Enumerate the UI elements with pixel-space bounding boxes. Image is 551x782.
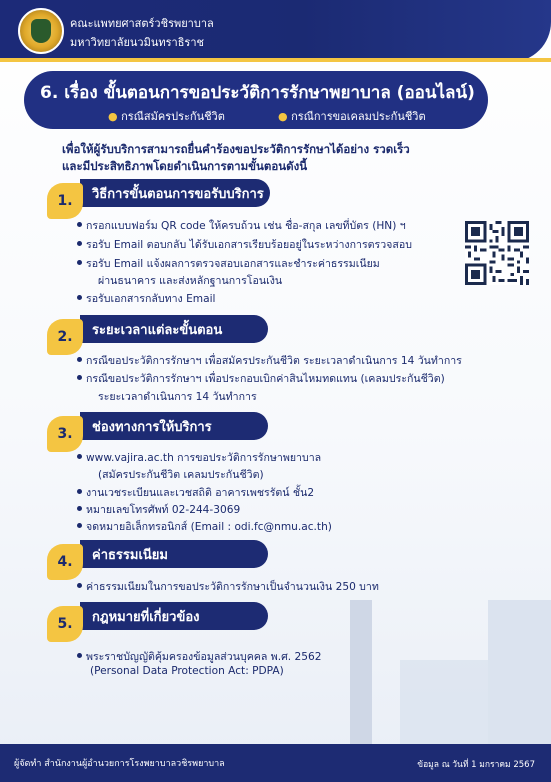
page-title bbox=[40, 79, 475, 106]
org-name-line2: มหาวิทยาลัยนวมินทราธิราช bbox=[70, 36, 204, 49]
list-item-continuation: (สมัครประกันชีวิต เคลมประกันชีวิต) bbox=[98, 469, 264, 481]
list-item: กรอกแบบฟอร์ม QR code ให้ครบถ้วน เช่น ชื่อ-สกุล เลขที่บัตร (HN) ฯ bbox=[86, 217, 406, 234]
background-statue bbox=[350, 600, 372, 744]
case-insurance-claim bbox=[278, 107, 426, 125]
bullet-icon: ● bbox=[108, 110, 122, 123]
section5-heading: กฎหมายที่เกี่ยวข้อง bbox=[80, 602, 268, 630]
section3-number-badge: 3. bbox=[47, 416, 83, 452]
title-number: 6. bbox=[40, 83, 59, 103]
section1-heading: วิธีการขั้นตอนการขอรับบริการ bbox=[80, 179, 270, 207]
list-item: จดหมายอิเล็กทรอนิกส์ (Email : odi.fc@nmu.ac.th) bbox=[86, 518, 332, 535]
header-accent-line bbox=[0, 58, 551, 62]
footer-author: ผู้จัดทำ สำนักงานผู้อำนวยการโรงพยาบาลวชิรพยาบาล bbox=[14, 759, 225, 769]
footer-bar bbox=[0, 744, 551, 782]
intro-line2: และมีประสิทธิภาพโดยดำเนินการตามขั้นตอนดังนี้ bbox=[62, 159, 308, 173]
list-item: รอรับเอกสารกลับทาง Email bbox=[86, 290, 215, 307]
background-building bbox=[488, 600, 551, 744]
title-band bbox=[24, 71, 488, 129]
title-text: เรื่อง ขั้นตอนการขอประวัติการรักษาพยาบาล (ออนไลน์) bbox=[64, 83, 475, 103]
list-item: กรณีขอประวัติการรักษาฯ เพื่อสมัครประกันชีวิต ระยะเวลาดำเนินการ 14 วันทำการ bbox=[86, 352, 462, 369]
list-item: www.vajira.ac.th การขอประวัติการรักษาพยาบาล bbox=[86, 449, 321, 466]
section4-heading: ค่าธรรมเนียม bbox=[80, 540, 268, 568]
list-item-continuation: (Personal Data Protection Act: PDPA) bbox=[90, 665, 284, 677]
section1-number-badge: 1. bbox=[47, 183, 83, 219]
section4-number-badge: 4. bbox=[47, 544, 83, 580]
intro-line1: เพื่อให้ผู้รับบริการสามารถยื่นคำร้องขอประวัติการรักษาได้อย่าง รวดเร็ว bbox=[62, 142, 410, 156]
case-insurance-apply bbox=[108, 107, 225, 125]
list-item: พระราชบัญญัติคุ้มครองข้อมูลส่วนบุคคล พ.ศ. 2562 bbox=[86, 648, 322, 665]
footer-date: ข้อมูล ณ วันที่ 1 มกราคม 2567 bbox=[417, 760, 535, 770]
list-item: รอรับ Email ตอบกลับ ได้รับเอกสารเรียบร้อยอยู่ในระหว่างการตรวจสอบ bbox=[86, 236, 412, 253]
list-item: ค่าธรรมเนียมในการขอประวัติการรักษาเป็นจำนวนเงิน 250 บาท bbox=[86, 578, 379, 595]
list-item: หมายเลขโทรศัพท์ 02-244-3069 bbox=[86, 501, 240, 518]
list-item: รอรับ Email แจ้งผลการตรวจสอบเอกสารและชำระค่าธรรมเนียม bbox=[86, 255, 380, 272]
background-building bbox=[400, 660, 490, 744]
list-item-continuation: ผ่านธนาคาร และส่งหลักฐานการโอนเงิน bbox=[98, 275, 283, 287]
section2-heading: ระยะเวลาแต่ละขั้นตอน bbox=[80, 315, 268, 343]
list-item: กรณีขอประวัติการรักษาฯ เพื่อประกอบเบิกค่าสินไหมทดแทน (เคลมประกันชีวิต) bbox=[86, 370, 445, 387]
section3-heading: ช่องทางการให้บริการ bbox=[80, 412, 268, 440]
faculty-logo-icon bbox=[18, 8, 64, 54]
bullet-icon: ● bbox=[278, 110, 292, 123]
case2-label: กรณีการขอเคลมประกันชีวิต bbox=[291, 110, 426, 123]
section5-number-badge: 5. bbox=[47, 606, 83, 642]
case1-label: กรณีสมัครประกันชีวิต bbox=[121, 110, 225, 123]
list-item-continuation: ระยะเวลาดำเนินการ 14 วันทำการ bbox=[98, 391, 257, 403]
section2-number-badge: 2. bbox=[47, 319, 83, 355]
list-item: งานเวชระเบียนและเวชสถิติ อาคารเพชรรัตน์ ชั้น2 bbox=[86, 484, 314, 501]
qr-code-icon[interactable] bbox=[465, 221, 529, 285]
org-name-line1: คณะแพทยศาสตร์วชิรพยาบาล bbox=[70, 17, 214, 30]
